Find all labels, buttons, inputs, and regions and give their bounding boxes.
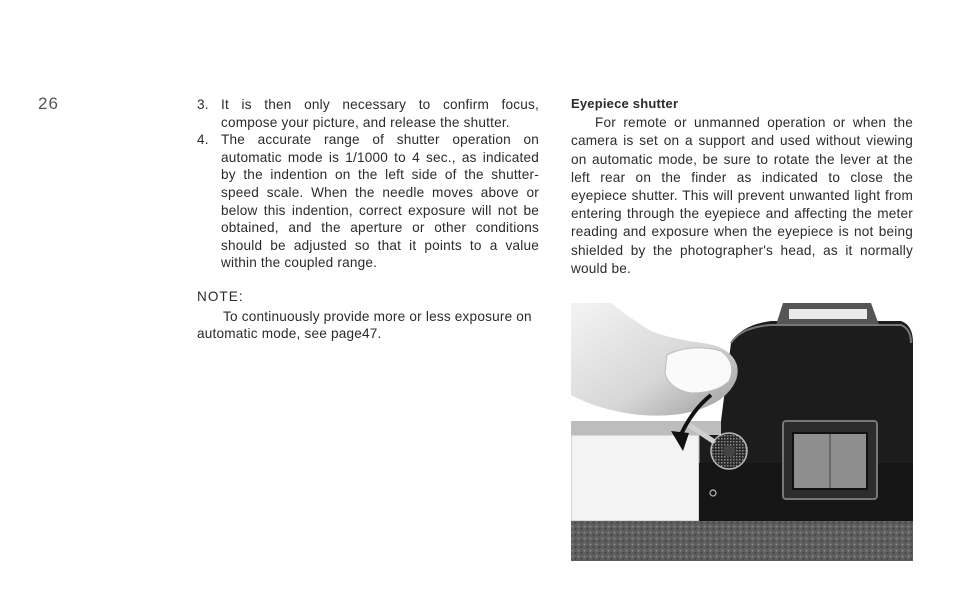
fingernail bbox=[665, 348, 732, 393]
list-item-text: The accurate range of shutter operation on automatic mode is 1/1000 to 4 sec., as indicated by the indention on the left side of the shutter-speed scale. When the needle moves above or below this indention, correct exposure will not be obtained, and the aperture or other conditions should be adjusted so that it points to a value within the coupled range. bbox=[221, 132, 539, 271]
leatherette bbox=[571, 521, 913, 561]
page-number: 26 bbox=[38, 94, 59, 113]
note-body: To continuously provide more or less exposure on automatic mode, see page47. bbox=[197, 308, 532, 342]
left-column bbox=[197, 96, 539, 343]
list-item bbox=[197, 96, 539, 131]
camera-illustration bbox=[571, 303, 913, 561]
list-item-number: 4. bbox=[197, 132, 209, 148]
list-item bbox=[197, 131, 539, 272]
note-title: NOTE: bbox=[197, 288, 244, 304]
white-strip bbox=[571, 435, 699, 521]
accessory-shoe-slot bbox=[789, 309, 867, 319]
right-column bbox=[571, 95, 913, 278]
list-item-number: 3. bbox=[197, 97, 209, 112]
section-heading: Eyepiece shutter bbox=[571, 96, 679, 111]
list-item-text: It is then only necessary to confirm focus, compose your picture, and release the shutter. bbox=[221, 97, 539, 130]
eyepiece-lever-hub bbox=[723, 445, 735, 457]
section-body: For remote or unmanned operation or when the camera is set on a support and used without viewing on automatic mode, be sure to rotate the lever at the left rear on the finder as indicated to close the eyepiece shutter. This will prevent unwanted light from entering through the eyepiece and affecting the meter reading and exposure when the eyepiece is not being shielded by the photographer's head, as it normally would be. bbox=[571, 115, 913, 276]
eyepiece-shutter-photo bbox=[571, 303, 913, 561]
